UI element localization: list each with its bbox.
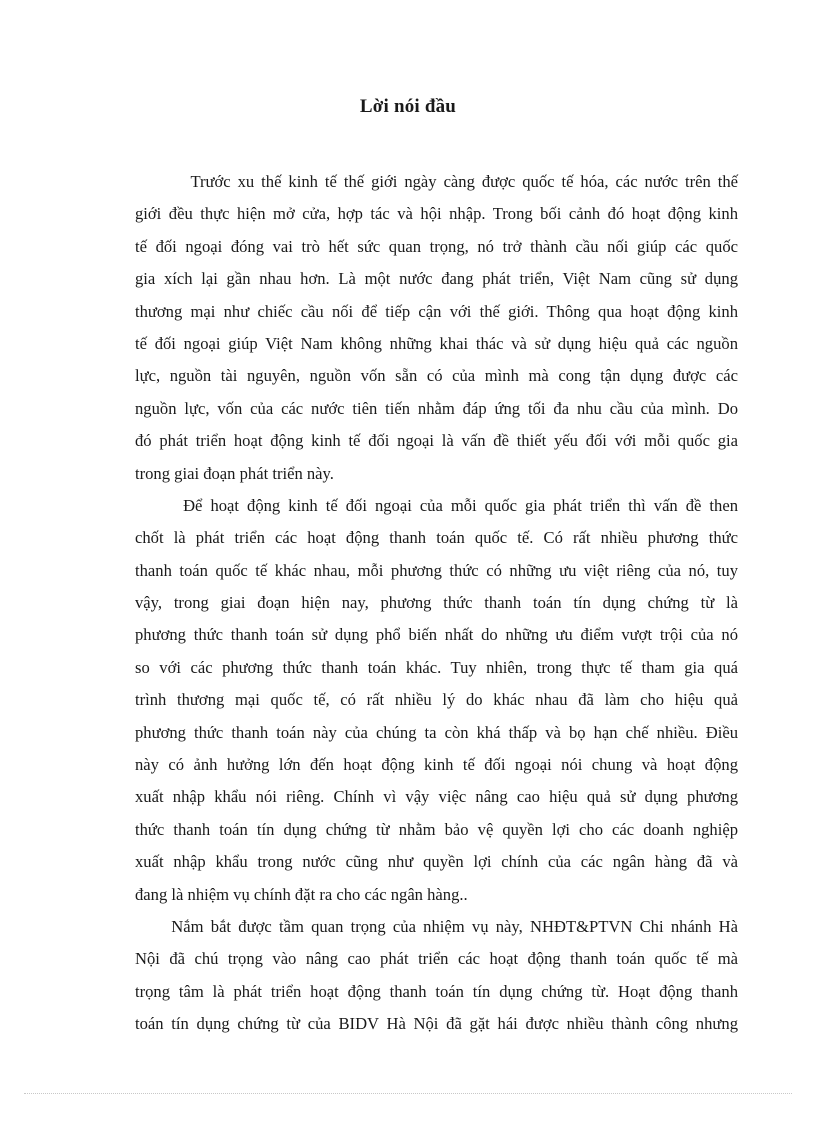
text-line: lực, nguồn tài nguyên, nguồn vốn sẵn có của mình mà cong tận dụng được các <box>135 366 738 386</box>
text-line: phương thức thanh toán này của chúng ta còn khá thấp và bọ hạn chế nhiều. Điều <box>135 722 738 742</box>
paragraph-1 <box>135 166 738 490</box>
text-line: trọng tâm là phát triển hoạt động thanh toán tín dụng chứng từ. Hoạt động thanh <box>135 981 738 1001</box>
text-line: Nắm bắt được tầm quan trọng của nhiệm vụ này, NHĐT&PTVN Chi nhánh Hà <box>135 916 738 936</box>
text-line: xuất nhập khẩu trong nước cũng như quyền lợi chính của các ngân hàng đã và <box>135 852 738 872</box>
document-body <box>135 166 738 1041</box>
paragraph-3 <box>135 911 738 1041</box>
text-line: chốt là phát triển các hoạt động thanh toán quốc tế. Có rất nhiều phương thức <box>135 528 738 548</box>
text-line: thức thanh toán tín dụng chứng từ nhằm bảo vệ quyền lợi cho các doanh nghiệp <box>135 819 738 839</box>
text-line: vậy, trong giai đoạn hiện nay, phương thức thanh toán tín dụng chứng từ là <box>135 593 738 613</box>
paragraph-2 <box>135 490 738 911</box>
text-line: thanh toán quốc tế khác nhau, mỗi phương thức có những ưu việt riêng của nó, tuy <box>135 560 738 580</box>
page-bottom-divider <box>24 1093 792 1094</box>
text-line: gia xích lại gần nhau hơn. Là một nước đang phát triển, Việt Nam cũng sử dụng <box>135 269 738 289</box>
text-line: nguồn lực, vốn của các nước tiên tiến nhằm đáp ứng tối đa nhu cầu của mình. Do <box>135 398 738 418</box>
text-line: tế đối ngoại giúp Việt Nam không những khai thác và sử dụng hiệu quả các nguồn <box>135 333 738 353</box>
text-line: tế đối ngoại đóng vai trò hết sức quan trọng, nó trở thành cầu nối giúp các quốc <box>135 236 738 256</box>
text-line: này có ảnh hưởng lớn đến hoạt động kinh tế đối ngoại nói chung và hoạt động <box>135 755 738 775</box>
page-title: Lời nói đầu <box>359 96 457 117</box>
text-line: toán tín dụng chứng từ của BIDV Hà Nội đã gặt hái được nhiều thành công nhưng <box>135 1014 738 1034</box>
text-line: Trước xu thế kinh tế thế giới ngày càng được quốc tế hóa, các nước trên thế <box>135 172 738 191</box>
text-line: đang là nhiệm vụ chính đặt ra cho các ngân hàng.. <box>135 884 468 904</box>
text-line: giới đều thực hiện mở cửa, hợp tác và hội nhập. Trong bối cảnh đó hoạt động kinh <box>135 204 738 224</box>
text-line: đó phát triển hoạt động kinh tế đối ngoại là vấn đề thiết yếu đối với mỗi quốc gia <box>135 431 738 451</box>
text-line: Nội đã chú trọng vào nâng cao phát triển các hoạt động thanh toán quốc tế mà <box>135 949 738 969</box>
text-line: Để hoạt động kinh tế đối ngoại của mỗi quốc gia phát triển thì vấn đề then <box>135 495 738 515</box>
text-line: thương mại như chiếc cầu nối để tiếp cận với thế giới. Thông qua hoạt động kinh <box>135 301 738 321</box>
text-line: so với các phương thức thanh toán khác. Tuy nhiên, trong thực tế tham gia quá <box>135 657 738 677</box>
text-line: trong giai đoạn phát triển này. <box>135 463 334 483</box>
text-line: trình thương mại quốc tế, có rất nhiều lý do khác nhau đã làm cho hiệu quả <box>135 690 738 710</box>
text-line: xuất nhập khẩu nói riêng. Chính vì vậy việc nâng cao hiệu quả sử dụng phương <box>135 787 738 807</box>
text-line: phương thức thanh toán sử dụng phổ biến nhất do những ưu điểm vượt trội của nó <box>135 625 738 645</box>
